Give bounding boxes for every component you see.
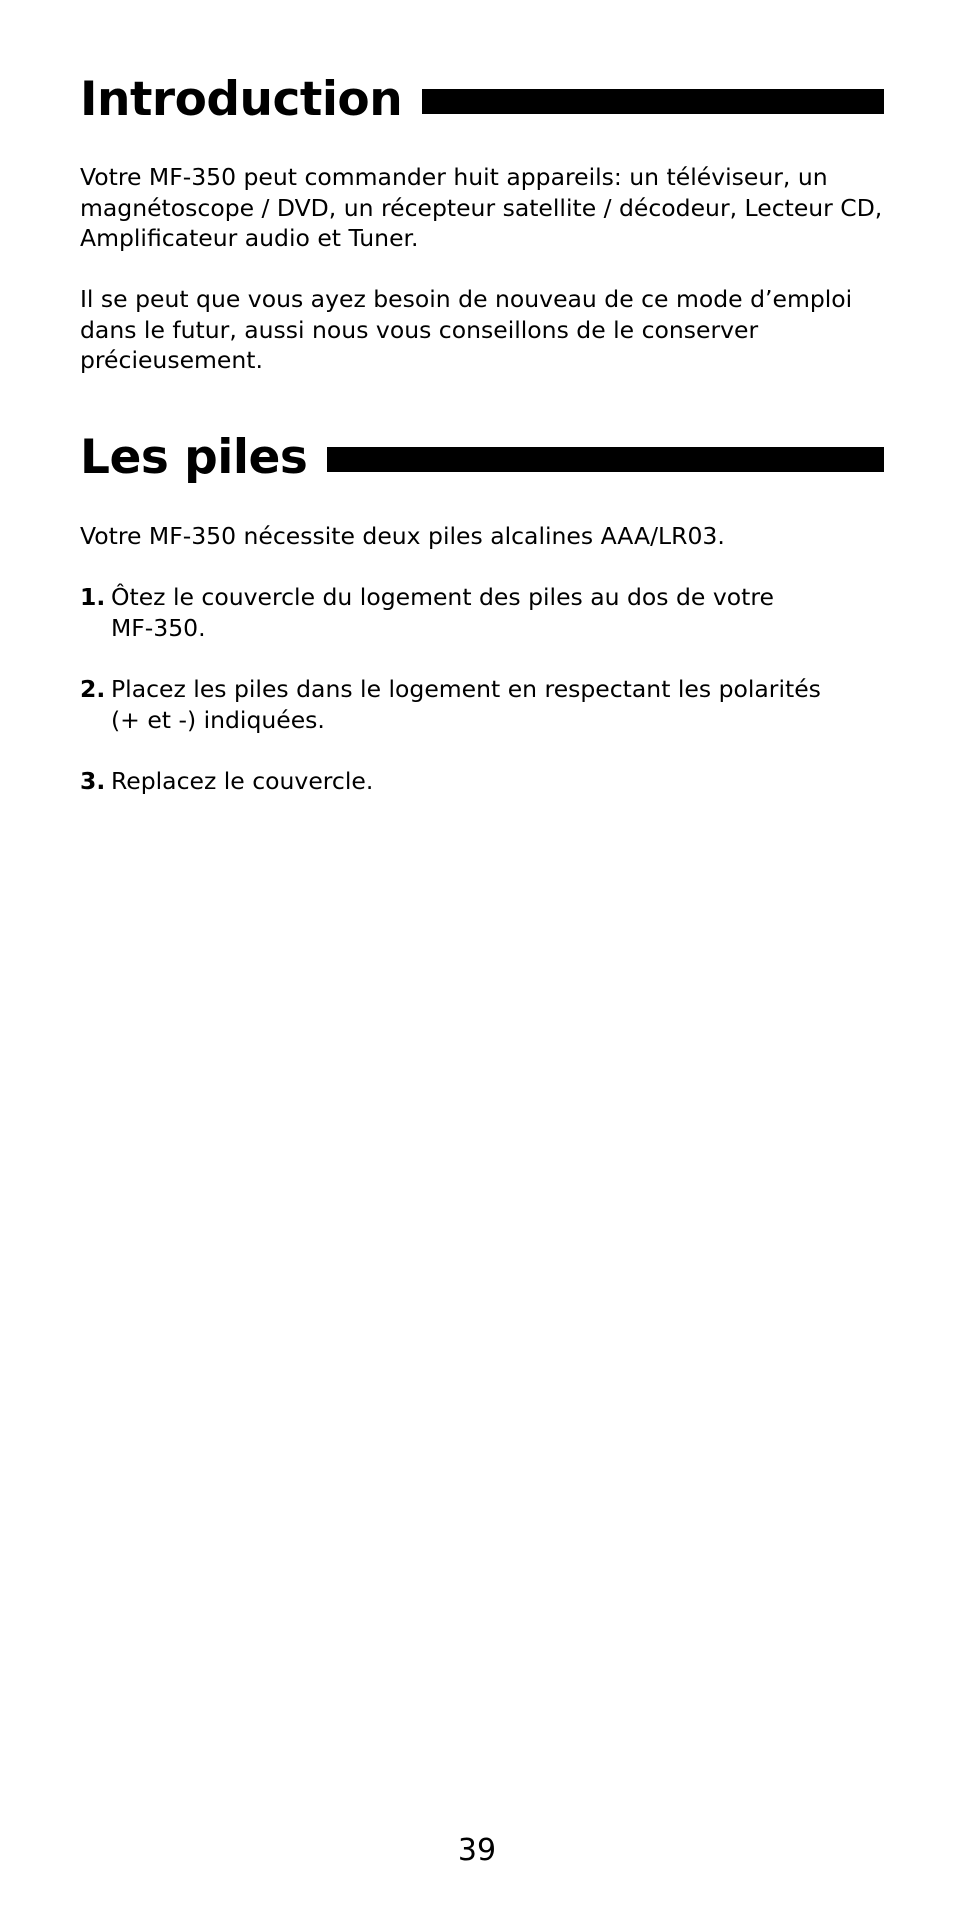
section-heading-introduction [80, 72, 884, 127]
section-batteries [80, 430, 884, 485]
text-line: précieusement. [80, 346, 263, 374]
section-heading-batteries [80, 430, 884, 485]
step-2 [80, 674, 821, 735]
step-text [111, 766, 373, 797]
text-line: Replacez le couvercle. [111, 767, 374, 795]
step-3 [80, 766, 373, 797]
text-line: Votre MF-350 nécessite deux piles alcalines AAA/LR03. [80, 522, 725, 550]
text-line: Amplificateur audio et Tuner. [80, 224, 419, 252]
step-1 [80, 582, 774, 643]
text-line: Ôtez le couvercle du logement des piles au dos de votre [111, 583, 774, 611]
heading-text: Introduction [80, 72, 403, 127]
text-line: MF-350. [111, 613, 206, 642]
section-introduction [80, 72, 884, 127]
step-number: 3. [80, 767, 106, 795]
heading-rule [422, 89, 884, 114]
page-number: 39 [457, 1833, 497, 1868]
text-line: dans le futur, aussi nous vous conseillons de le conserver [80, 315, 759, 344]
text-line: Placez les piles dans le logement en respectant les polarités [111, 675, 821, 703]
intro-paragraph-2 [80, 284, 852, 376]
text-line: Il se peut que vous ayez besoin de nouveau de ce mode d’emploi [80, 285, 853, 313]
batteries-intro [80, 521, 725, 552]
heading-text: Les piles [80, 430, 308, 485]
text-line: magnétoscope / DVD, un récepteur satellite / décodeur, Lecteur CD, [80, 193, 883, 222]
text-line: (+ et -) indiquées. [111, 705, 325, 734]
intro-paragraph-1 [80, 162, 882, 254]
heading-rule [327, 447, 884, 472]
step-text [111, 674, 821, 735]
step-number: 2. [80, 675, 106, 703]
step-text [111, 582, 774, 643]
step-number: 1. [80, 583, 106, 611]
text-line: Votre MF-350 peut commander huit appareils: un téléviseur, un [80, 163, 828, 191]
